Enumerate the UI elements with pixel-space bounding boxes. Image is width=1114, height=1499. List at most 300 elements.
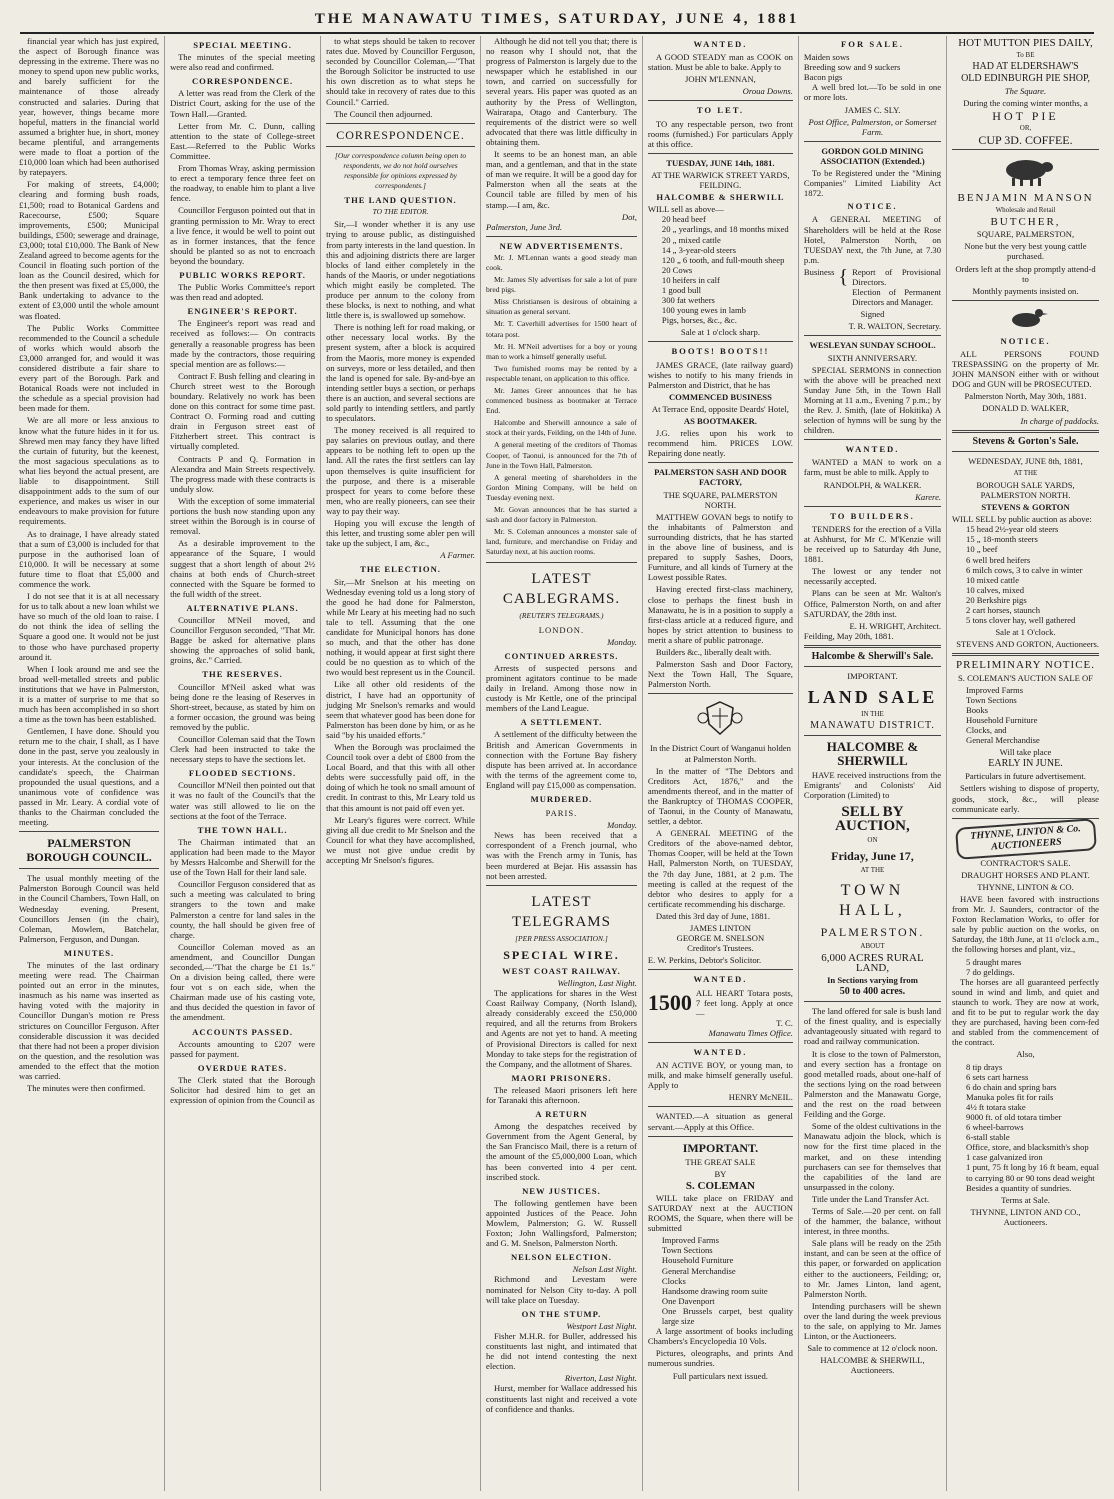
article-paragraph: The minutes of the last ordinary meeting were read. The Chairman pointed out an error in the minutes, inasmuch as his name was inserted as having voted with the majority in Councillor Dungan's motion re Press strictures on Councillor Ferguson. After considerable discussion it was decided that there had not been a proper division on the question, and the resolution was amended to the effect that the motion was carried.: [19, 959, 160, 1081]
ad-text: Settlers wishing to dispose of property, goods, stock, &c., will please communicate early.: [952, 783, 1099, 814]
ad-text: Having erected first-class machinery, close to perhaps the finest bush in Manawatu, he is in a position to supply a first-class article at a reduced figure, and hopes by strict attention to business to merit a share of public patronage.: [647, 584, 793, 645]
article-paragraph: When I look around me and see the broad well-metalled streets and public institutions that we have in Palmerston, it is a matter of surprise to me that so much has been accomplished in so short a time as the town has been established.: [19, 663, 160, 725]
sale-items-list: [952, 685, 1099, 746]
list-item: General Merchandise: [966, 735, 1040, 746]
ad-heading: PALMERSTON.: [820, 924, 925, 939]
signature: A Farmer.: [440, 550, 475, 561]
signature: Dot,: [621, 211, 637, 222]
ad-subheading: S. COLEMAN'S AUCTION SALE OF: [958, 672, 1094, 683]
subheading: [PER PRESS ASSOCIATION.]: [515, 933, 608, 943]
list-item: 15 „ 18-month steers: [966, 534, 1038, 545]
business-block: [804, 267, 941, 307]
ad-heading: OLD EDINBURGH PIE SHOP,: [961, 73, 1090, 85]
ad-text: HAVE received instructions from the Emigrants' and Colonists' Aid Corporation (Limited) to: [803, 770, 942, 801]
divider: [648, 693, 793, 694]
subheading: ON THE STUMP.: [521, 1308, 602, 1319]
subheading: WEST COAST RAILWAY.: [502, 965, 621, 976]
column-1: [14, 36, 165, 1491]
list-item: Election of Permanent Directors and Manager.: [852, 287, 942, 308]
ad-heading: SELL BY AUCTION,: [835, 803, 910, 834]
ad-heading: GORDON GOLD MINING ASSOCIATION (Extended.): [820, 145, 925, 166]
ad-text: Particulars in future advertisement.: [965, 771, 1086, 782]
list-item: 1 case galvanized iron: [966, 1152, 1043, 1163]
ad-text: Wholesale and Retail: [995, 206, 1056, 215]
list-item: 6 wheel-barrows: [966, 1122, 1024, 1133]
ad-text: Palmerston Sash and Door Factory, Next the Town Hall, The Square, Palmerston North.: [647, 659, 793, 690]
ad-text: MATTHEW GOVAN begs to notify to the inhabitants of Palmerston and surrounding districts, that he has started in the above line of business, and is prepared to supply Sashes, Doors, Furniture, and all kinds of Turnery at the Lowest possible Rates.: [647, 511, 793, 583]
article-paragraph: A settlement of the difficulty between the British and American Governments in connection with the Fortune Bay fishery dispute has been arrived at. In accordance with the terms of the agreement come to, England will pay £15,000 as compensation.: [486, 729, 637, 790]
ad-text: ON: [867, 835, 878, 844]
article-paragraph: Councillor Coleman moved as an amendment, and Councillor Dungan seconded,—"That the charge be £1 1s." On a division being called, there were four vot s on each side, when the Chairman made use of his casting vote, and thus decided the question in favor of the amendment.: [170, 941, 316, 1023]
divider: [648, 1136, 793, 1137]
ad-text: In charge of paddocks.: [1020, 415, 1099, 426]
divider: [804, 439, 941, 440]
ad-text: Sale plans will be ready on the 25th instant, and can be seen at the office of this paper, or forwarded on application either to the auctioneers, Feilding; or, to Mr. James Linton, land agent, Palmerston North.: [803, 1238, 942, 1299]
article-paragraph: As a desirable improvement to the appearance of the Square, I would suggest that a short length of about 2½ chains at both ends of Church-street connected with the Square be formed to the full width of the street.: [170, 538, 316, 599]
ad-text: TO any respectable person, two front rooms (furnished.) For particulars Apply at this office.: [647, 118, 793, 149]
list-item: Household Furniture: [661, 1255, 734, 1266]
column-6: [799, 36, 947, 1491]
divider: [486, 885, 637, 886]
subheading: CONTINUED ARRESTS.: [504, 650, 619, 661]
horses-list: [952, 957, 1099, 977]
list-item: One Brussels carpet, best quality large size: [661, 1305, 793, 1327]
ad-text: Pictures, oleographs, and prints And numerous sundries.: [647, 1348, 793, 1369]
ad-text: At Terrace End, opposite Deards' Hotel,: [651, 403, 789, 414]
ad-text: Sale at 1 O'clock.: [995, 627, 1056, 638]
subheading: NEW JUSTICES.: [522, 1185, 601, 1196]
ad-text: In the District Court of Wanganui holden at Palmerston North.: [649, 743, 791, 764]
divider: [486, 562, 637, 563]
ad-heading: Halcombe & Sherwill's Sale.: [811, 650, 934, 662]
sale-items-list: [648, 1235, 793, 1326]
ad-heading: BOOTS! BOOTS!!: [671, 346, 770, 357]
ad-heading: LAND SALE: [807, 687, 938, 708]
article-paragraph: As to drainage, I have already stated that a sum of £3,000 is included for that purpose in the authorised loan of £10,000. It will be necessary at some future time to float that £5,000 and commence the work.: [19, 528, 160, 589]
ad-heading: FOR SALE.: [841, 39, 904, 49]
ad-text: E. W. Perkins, Debtor's Solicitor.: [647, 955, 762, 966]
article-paragraph: The released Maori prisoners left here for Taranaki this afternoon.: [486, 1084, 637, 1105]
article-paragraph: Accounts amounting to £207 were passed for payment.: [170, 1038, 316, 1059]
ad-heading: HOT PIE: [992, 108, 1059, 123]
ad-heading: WESLEYAN SUNDAY SCHOOL.: [809, 340, 936, 351]
ad-text: A GOOD STEADY man as COOK on station. Must be able to bake. Apply to: [647, 52, 793, 73]
list-item: 6 well bred heifers: [966, 554, 1031, 565]
subheading: OVERDUE RATES.: [197, 1062, 288, 1073]
ad-name: HALCOMBE & SHERWILL: [656, 192, 785, 203]
dateline: Riverton, Last Night.: [564, 1373, 637, 1384]
subheading: SPECIAL MEETING.: [193, 40, 292, 50]
ad-name: RANDOLPH, & WALKER.: [823, 479, 922, 490]
ad-heading: PRELIMINARY NOTICE.: [956, 659, 1095, 672]
ad-text: The horses are all guaranteed perfectly sound in wind and limb, and quiet and staunch to work. They are now at work, and fit to be put to regular work the day they are purchased, having been corn-fed and stabled from the commencement of the contract.: [952, 976, 1099, 1048]
list-item: Improved Farms: [966, 684, 1024, 695]
list-item: Town Sections: [661, 1245, 713, 1256]
article-paragraph: Contract F. Bush felling and clearing in Church street west to the Borough boundary. Relatively no work has been done on this contract for some time past. Contract O. Forming road and cutting drain in Ferguson street east of Fitzherbert street. This contract is virtually completed.: [170, 370, 316, 452]
ad-text: It is close to the town of Palmerston, and every section has a frontage on good metalled roads, about one-half of the sections lying on the road between Palmerston and the Manawatu Gorge, and the rest on the road between Feilding and the Gorge.: [803, 1048, 942, 1120]
ad-heading: CUP 3D. COFFEE.: [978, 132, 1073, 147]
ad-heading: BUTCHER,: [990, 216, 1061, 229]
divider: [952, 451, 1099, 452]
subheading: A SETTLEMENT.: [520, 717, 603, 728]
subheading: NELSON ELECTION.: [510, 1252, 612, 1263]
ad-date: WEDNESDAY, JUNE 8th, 1881,: [968, 455, 1083, 466]
ad-text: Terms of Sale.—20 per cent. on fall of the hammer, the balance, without interest, in three months.: [803, 1205, 942, 1237]
ad-note: Mr. James Greer announces that he has commenced business as bootmaker at Terrace End.: [486, 386, 637, 416]
section-heading: SPECIAL WIRE.: [503, 947, 620, 962]
stock-list: [648, 214, 793, 325]
subheading: (REUTER'S TELEGRAMS.): [519, 610, 604, 620]
article-paragraph: Sir,—I wonder whether it is any use trying to arouse public, as distinguished from party interests in the land question. In this and adjoining districts there are larger blocks of land either completely in the hands of the Maoris, or under negotiations which might easily be completed. The produce per annum to the colony from these blocks, is next to nothing, and what little there is, is swallowed up somehow.: [326, 219, 475, 321]
article-paragraph: The minutes were then confirmed.: [27, 1083, 146, 1094]
list-item: 6 sets cart harness: [966, 1071, 1029, 1082]
ad-text: TENDERS for the erection of a Villa at Ashhurst, for Mr C. M'Kenzie will be received up to Saturday 4th June, 1881.: [803, 523, 942, 565]
list-item: 10 heifers in calf: [661, 274, 720, 285]
subheading: PUBLIC WORKS REPORT.: [179, 269, 306, 280]
divider: [648, 153, 793, 154]
ad-subheading: IMPORTANT.: [847, 670, 898, 681]
ad-text: Builders &c., liberally dealt with.: [655, 646, 772, 657]
ad-note: Halcombe and Sherwill announce a sale of stock at their yards, Feilding, on the 14th of June.: [486, 418, 637, 438]
section-heading: CORRESPONDENCE.: [336, 127, 465, 142]
list-item: One Davenport: [661, 1295, 715, 1306]
masthead-title: THE MANAWATU TIMES, SATURDAY, JUNE 4, 1881: [314, 11, 800, 27]
ad-name: THYNNE, LINTON & CO.: [977, 881, 1074, 892]
list-item: Pigs, horses, &c., &c.: [661, 315, 737, 326]
ad-heading: TOWN HALL,: [839, 881, 906, 919]
ad-text: COMMENCED BUSINESS: [668, 391, 772, 402]
subheading: ENGINEER'S REPORT.: [187, 306, 298, 317]
ad-text: THE GREAT SALE: [685, 1156, 756, 1167]
ad-text: Terms at Sale.: [1001, 1194, 1050, 1205]
divider: [952, 430, 1099, 433]
ad-text: AS BOOTMAKER.: [683, 416, 757, 426]
ad-name: HALCOMBE & SHERWILL, Auctioneers.: [820, 1355, 925, 1376]
article-paragraph: financial year which has just expired, the aspect of Borough finance was depressing in the extreme. There was no money to spend upon new public works, and barely sufficient for the maintenance of those already constructed and salaries. During that year, however, things became more hopeful, matters in the financial world assumed a brighter hue, in short, money became plentiful, and arrangements were made to float a portion of the £10,000 loan which had been authorised by ratepayers.: [19, 36, 160, 178]
ad-heading: HAD AT ELDERSHAW'S: [972, 61, 1079, 73]
ad-heading: Stevens & Gorton's Sale.: [972, 435, 1079, 447]
ad-note: Mr. H. M'Neil advertises for a boy or young man to work a himself generally useful.: [486, 341, 637, 361]
ad-number: 1500: [647, 989, 692, 1015]
ad-text: Dated this 3rd day of June, 1881.: [655, 910, 771, 921]
list-item: General Merchandise: [661, 1265, 736, 1276]
list-item: 20 „ mixed cattle: [661, 234, 721, 245]
article-paragraph: Councillor Ferguson considered that as such a meeting was calculated to bring strangers to the town and make Palmerston a centre for land sales in the county, the hall should be given free of charge.: [170, 879, 316, 940]
column-7: [947, 36, 1104, 1491]
divider: [19, 831, 159, 832]
divider: [804, 141, 941, 142]
list-item: Besides a quantity of sundries.: [966, 1182, 1072, 1193]
list-item: 6-stall stable: [966, 1132, 1010, 1143]
divider: [648, 341, 793, 342]
columns: [14, 36, 1104, 1491]
ad-text: WANTED a MAN to work on a farm, must be able to milk. Apply to: [803, 457, 942, 478]
list-item: 120 „ 6 tooth, and full-mouth sheep: [661, 254, 785, 265]
article-paragraph: The Chairman intimated that an application had been made to the Mayor by Messrs Halcombe and Sherwill for the use of the Town Hall for their land sale.: [170, 836, 316, 878]
ad-heading: NOTICE.: [847, 201, 898, 212]
ad-text: Intending purchasers will be shewn over the land during the week previous to the sale, on applying to Mr. James Linton, or the Auctioneers.: [803, 1300, 942, 1342]
divider: [804, 335, 941, 336]
subheading: A RETURN: [535, 1109, 588, 1120]
list-item: 10 „ beef: [966, 544, 998, 555]
ad-text: Sale to commence at 12 o'clock noon.: [807, 1343, 938, 1354]
article-paragraph: We are all more or less anxious to know what the future hides in it for us. Shrewd men may fancy they have lifted the curtain of futurity, but the keenest, the most sagacious speculations as to what lies beyond the actual present, are liable to disappointment. Still disappointment adds to the sum of our experience, and makes us wiser in our endeavours to make provision for future requirements.: [19, 415, 160, 527]
ad-text: A well bred lot.—To be sold in one or more lots.: [803, 82, 942, 103]
list-item: Office, store, and blacksmith's shop: [966, 1142, 1089, 1153]
divider: [486, 236, 637, 237]
ad-heading: EARLY IN JUNE.: [988, 758, 1063, 770]
column-3: [321, 36, 481, 1491]
dateline: PARIS.: [545, 808, 578, 819]
article-paragraph: News has been received that a correspondent of a French journal, who was with the French army in Tunis, has been murdered at Bejar. His assassin has not been arrested.: [486, 830, 637, 881]
article-paragraph: Councillor Ferguson pointed out that in granting permission to Mr. Wray to erect a live fence, it would be well to point out as in former instances, that the fence should be planted so as not to encroach beyond the boundary.: [170, 205, 316, 266]
ad-place: Oroua Downs.: [742, 86, 793, 97]
divider: [804, 645, 941, 648]
subheading: CORRESPONDENCE.: [191, 76, 294, 87]
ad-text: Also,: [1016, 1049, 1035, 1060]
divider: [804, 506, 941, 507]
ad-place: BOROUGH SALE YARDS, PALMERSTON NORTH.: [976, 479, 1075, 500]
ad-note: Mr. S. Coleman announces a monster sale of land, furniture, and merchandise on Friday and Saturday next, at his auction rooms.: [486, 527, 637, 557]
dateline: LONDON.: [538, 624, 585, 635]
ad-heading: TO BUILDERS.: [830, 510, 915, 521]
section-heading: LATEST CABLEGRAMS.: [502, 570, 621, 607]
ad-text: AT THE: [860, 865, 885, 874]
ad-name: STEVENS AND GORTON, Auctioneers.: [956, 639, 1099, 650]
subheading: MURDERED.: [530, 794, 593, 804]
subheading: NEW ADVERTISEMENTS.: [499, 240, 624, 251]
article-paragraph: Richmond and Levestam were nominated for Nelson City to-day. A poll will take place on Tuesday.: [486, 1274, 637, 1305]
ad-name: THYNNE, LINTON AND CO., Auctioneers.: [970, 1206, 1081, 1227]
ad-text: Breeding sow and 9 suckers: [803, 62, 901, 73]
subheading: THE LAND QUESTION.: [344, 195, 457, 206]
ad-text: WILL sell as above—: [647, 204, 724, 215]
ad-note: Mr. T. Caverhill advertises for 1500 heart of totara post.: [486, 319, 637, 339]
ad-note: Mr. James Sly advertises for sale a lot of pure bred pigs.: [486, 275, 637, 295]
list-item: 20 „ yearlings, and 18 months mixed: [661, 224, 789, 235]
article-paragraph: The Engineer's report was read and received as follows:— On contracts generally a reasonable progress has been made by the contractors, those requiring special mention are as follows:—: [170, 318, 316, 369]
ad-text: To BE: [1016, 51, 1035, 60]
ad-text: J.G. relies upon his work to recommend him. PRICES LOW. Repairing done neatly.: [647, 428, 793, 459]
ad-heading: WANTED.: [693, 39, 748, 49]
article-paragraph: Hurst, member for Wallace addressed his constituents last night and received a vote of confidence and thanks.: [486, 1383, 637, 1414]
ad-date: Palmerston North, May 30th, 1881.: [964, 391, 1087, 402]
divider: [952, 653, 1099, 656]
article-paragraph: Hoping you will excuse the length of this letter, and trusting some abler pen will take up the subject, I am, &c.,: [326, 518, 475, 549]
business-list: [852, 267, 941, 307]
list-item: 14 „ 3-year-old steers: [661, 244, 736, 255]
article-paragraph: The Public Works Committee recommended to the Council a schedule of works which would absorb the £3,000 arranged for, and would it was considered distribute a fair share to every part of the Borough. Park and Botanical Roads were not included in the schedule as a special provision had been made for them.: [19, 322, 160, 414]
dateline: Westport Last Night.: [566, 1320, 637, 1331]
article-paragraph: The Council then adjourned.: [334, 108, 433, 119]
subheading: THE RESERVES.: [202, 669, 283, 680]
ad-text: Signed: [860, 309, 885, 320]
ad-text: OR,: [1019, 123, 1032, 132]
ad-text: Some of the oldest cultivations in the Manawatu adjoin the block, which is now for the first time placed in the market, and on these intending purchasers can see for themselves that the capabilities of the land are unsurpassed in the colony.: [803, 1121, 942, 1192]
ad-heading: HOT MUTTON PIES DAILY,: [958, 37, 1093, 49]
ad-text: During the coming winter months, a: [963, 98, 1088, 109]
ad-name: S. COLEMAN: [685, 1179, 755, 1192]
ad-text: JAMES GRACE, (late railway guard) wishes to notify to his many friends in Palmerston and District, that he has: [647, 359, 793, 390]
ad-text: WILL take place on FRIDAY and SATURDAY next at the AUCTION ROOMS, the Square, when there will be submitted: [647, 1192, 793, 1234]
divider: [326, 123, 475, 124]
ad-heading: DRAUGHT HORSES AND PLANT.: [961, 869, 1090, 880]
divider: [648, 969, 793, 970]
article-paragraph: The minutes of the special meeting were also read and confirmed.: [170, 52, 316, 73]
ad-heading: MANAWATU DISTRICT.: [810, 720, 935, 732]
article-paragraph: Councillor M'Neil asked what was being done re the leasing of Reserves in Short-street, because, as stated by him on a former occasion, the ground was being removed by the public.: [170, 681, 316, 732]
ad-text: Plans can be seen at Mr. Walton's Office, Palmerston North, on and after SATURDAY, the 28th inst.: [803, 588, 942, 619]
ad-note: Mr. J. M'Lennan wants a good steady man cook.: [486, 252, 637, 272]
ad-heading: WANTED.: [845, 444, 900, 455]
list-item: Books: [966, 704, 988, 715]
list-item: 300 fat wethers: [661, 295, 715, 306]
article-paragraph: Councillor Coleman said that the Town Clerk had been instructed to take the necessary steps to have the sections let.: [170, 734, 316, 765]
ad-text: The land offered for sale is bush land of the finest quality, and is especially advantageously situated with regard to road and railway communication.: [803, 1006, 942, 1047]
article-paragraph: With the exception of some immaterial portions the bush now standing upon any street within the Borough is in course of removal.: [170, 495, 316, 537]
column-5: [643, 36, 799, 1491]
ad-text: Monthly payments insisted on.: [972, 285, 1079, 296]
ad-place: THE SQUARE, PALMERSTON NORTH.: [663, 489, 778, 510]
ad-text: ALL HEART Totara posts, 7 feet long. Apply at once—: [695, 987, 793, 1018]
subheading: THE TOWN HALL.: [197, 824, 288, 835]
list-item: 1 good bull: [661, 284, 702, 295]
divider: [648, 1042, 793, 1043]
list-item: 6 milch cows, 3 to calve in winter: [966, 564, 1083, 575]
ad-text: WANTED.—A situation as general servant.—Apply at this Office.: [647, 1111, 793, 1132]
list-item: Handsome drawing room suite: [661, 1285, 768, 1296]
article-paragraph: Fisher M.H.R. for Buller, addressed his constituents last night, and intimated that he did not intend contesting the next election.: [486, 1330, 637, 1372]
list-item: 5 tons clover hay, well gathered: [966, 615, 1076, 626]
brace-icon: {: [838, 265, 849, 288]
ad-text: Title under the Land Transfer Act.: [811, 1193, 930, 1204]
ad-note: A general meeting of the creditors of Thomas Cooper, of Taonui, is announced for the 7th of June in the Town Hall, Palmerston.: [486, 440, 637, 470]
list-item: Clocks, and: [966, 724, 1007, 735]
sheep-icon: [952, 154, 1099, 190]
article-paragraph: to what steps should be taken to recover rates due. Moved by Councillor Ferguson, seconded by Councillor Coleman,—"That the Borough Solicitor be instructed to use his own discretion as to what steps he should take in recovery of rates due to this Council." Carried.: [326, 36, 475, 107]
ad-heading: CONTRACTOR'S SALE.: [980, 857, 1071, 868]
dateline: Palmerston, June 3rd.: [486, 221, 563, 232]
article-paragraph: Letter from Mr. C. Dunn, calling attention to the state of College-street East.—Referred to the Public Works Committee.: [170, 120, 316, 161]
ad-text: AT THE: [1013, 468, 1038, 477]
list-item: Report of Provisional Directors.: [852, 266, 942, 287]
column-2: [165, 36, 321, 1491]
ad-place: AT THE WARWICK STREET YARDS, FEILDING.: [651, 169, 790, 191]
dateline: Monday.: [607, 636, 637, 647]
list-item: 1 punt, 75 ft long by 16 ft beam, equal to carrying 80 or 90 tons dead weight: [966, 1162, 1099, 1183]
ad-heading: WANTED.: [693, 974, 748, 985]
ad-text: AN ACTIVE BOY, or young man, to milk, and make himself generally useful. Apply to: [647, 1060, 793, 1091]
ad-name: JAMES LINTON GEORGE M. SNELSON Creditor's Trustees.: [676, 923, 765, 954]
ad-text: HAVE been favored with instructions from Mr. J. Saunders, contractor of the Foxton Reclamation Works, to offer for sale by public auction on the works, on Saturday, the 18th June, at 11 o'clock a.m., the following horses and plant, viz.,: [952, 894, 1099, 955]
ad-text: A GENERAL MEETING of Shareholders will be held at the Rose Hotel, Palmerston North, on TUESDAY next, the 7th June, at 7.30 p.m.: [803, 214, 942, 265]
ad-text: 50 to 400 acres.: [839, 986, 906, 998]
list-item: Town Sections: [966, 694, 1017, 705]
ad-text: The lowest or any tender not necessarily accepted.: [803, 566, 942, 587]
subheading: ALTERNATIVE PLANS.: [186, 602, 299, 613]
plant-list: [952, 1062, 1099, 1193]
list-item: 20 Cows: [661, 264, 693, 275]
article-paragraph: The Public Works Committee's report was then read and adopted.: [170, 282, 316, 303]
article-paragraph: There is nothing left for road making, or other necessary local works. By the present system, after a block is acquired from the Maoris, more money is expended on surveys, more or less detailed, and then the land is opened for sale. By-and-bye an intending settler buys a section, or perhaps there is an auction, and several sections are sold partly to intending settlers, and partly to speculators.: [326, 322, 475, 424]
auctioneers-logo: THYNNE, LINTON & Co. AUCTIONEERS: [955, 818, 1097, 860]
ad-heading: HALCOMBE & SHERWILL: [826, 739, 919, 769]
list-item: 10 mixed cattle: [966, 574, 1020, 585]
section-heading: PALMERSTON BOROUGH COUNCIL.: [26, 836, 152, 865]
column-4: [481, 36, 643, 1491]
ad-text: Bacon pigs: [803, 72, 843, 83]
ad-name: STEVENS & GORTON: [981, 502, 1070, 513]
list-item: 10 calves, mixed: [966, 584, 1025, 595]
ad-text: None but the very best young cattle purchased.: [964, 241, 1087, 262]
subheading: TO THE EDITOR.: [372, 207, 429, 217]
ad-date: TUESDAY, JUNE 14th, 1881.: [666, 157, 775, 168]
ad-text: ALL PERSONS FOUND TRESPASSING on the property of Mr. JOHN MANSON either with or without DOG and GUN will be PROSECUTED.: [952, 348, 1099, 390]
article-paragraph: The money received is all required to pay salaries on previous outlay, and there appears to be nothing left to open up the land. All the rates the first settlers can lay upon themselves is quite insufficient for the purpose, and there is a miserable prospect for years to come before these men, who are really pioneers, can see their way to pay their way.: [326, 425, 475, 516]
ad-name: DONALD D. WALKER,: [982, 403, 1069, 414]
ad-text: In the matter of "The Debtors and Creditors Act, 1876," and the amendments thereof, and in the matter of the Bankruptcy of THOMAS COOPER, of Taonui, in the County of Manawatu, settler, a debtor.: [647, 765, 793, 827]
article-paragraph: Mr Leary's figures were correct. While giving all due credit to Mr Snelson and the Council for what they have accomplished, we must not give undue credit by accepting Mr Snelson's figures.: [326, 814, 475, 866]
list-item: 5 draught mares: [966, 956, 1022, 967]
divider: [804, 666, 941, 667]
article-paragraph: Arrests of suspected persons and prominent agitators continue to be made daily in Ireland. Among those now in custody is Mr Kettle, one of the principal members of the Land League.: [486, 662, 637, 714]
ad-text: In Sections varying from: [827, 975, 918, 985]
stock-list: [952, 524, 1099, 625]
ad-name: JAMES C. SLY.: [844, 104, 901, 115]
ad-place: Manawatu Times Office.: [708, 1027, 793, 1038]
ad-text: Orders left at the shop promptly attend-d to: [955, 263, 1096, 284]
list-item: 2 cart horses, staunch: [966, 605, 1041, 616]
ad-name: JOHN M'LENNAN,: [685, 74, 756, 85]
ad-place: SQUARE, PALMERSTON,: [976, 229, 1075, 240]
article-paragraph: Among the despatches received by Government from the Agent General, by the San Francisco Mail, there is a return of the amount of the £5,000,000 Loan, which has been converted into 4 per cent. inscribed stock.: [486, 1121, 637, 1182]
ad-subheading: SIXTH ANNIVERSARY.: [827, 352, 918, 363]
list-item: 6 do chain and spring bars: [966, 1081, 1057, 1092]
divider: [326, 146, 475, 147]
ad-note: Miss Christiansen is desirous of obtaining a situation as general servant.: [486, 297, 637, 317]
article-paragraph: Like all other old residents of the district, I have had an opportunity of judging Mr Snelson's remarks and would seem that whatever good has been done for Palmerston has been done by him, or as he said "by his unaided efforts.": [326, 679, 475, 740]
ad-text: ABOUT: [860, 941, 885, 950]
article-paragraph: The usual monthly meeting of the Palmerston Borough Council was held in the Council Chambers, Town Hall, on Wednesday evening. Present, Councillors Jensen (in the chair), Coleman, Mowlem, Batchelar, Palmerson, Ferguson, and Dungan.: [19, 873, 160, 944]
article-paragraph: Although he did not tell you that; there is no reason why I should not, that the progress of Palmerston is largely due to the newspaper which he established in our town, and carried on successfully for several years. His paper was quoted as an authority by the Press of Wellington, Wairarapa, Otago and Canterbury. The requirements of the district were so well advocated that there was little difficulty in obtaining them.: [486, 36, 637, 147]
list-item: Clocks: [661, 1275, 686, 1286]
ad-text: A large assortment of books including Chambers's Encyclopedia 10 Vols.: [647, 1326, 793, 1347]
article-paragraph: It seems to be an honest man, an able man, and a gentleman, and that in the state of man we require. It will be a good day for Palmerston when all the seats at the Council table are filled by men of his stamp.—I am, &c.: [486, 149, 637, 210]
article-paragraph: When the Borough was proclaimed the Council took over a debt of £800 from the Local Board, and that this with all other debts were successfully paid off, in the doing of which he took no small amount of credit. In contrast to this, Mr Leary told us that this amount is not paid off even yet.: [326, 742, 475, 813]
ad-text: BY: [714, 1168, 727, 1179]
article-paragraph: Councillor M'Neil then pointed out that it was no fault of the Council's that the water was still allowed to lie on the sections at the foot of the Terrace.: [170, 780, 316, 821]
list-item: 100 young ewes in lamb: [661, 305, 746, 316]
divider: [648, 100, 793, 101]
divider: [19, 868, 159, 869]
ad-name: E. H. WRIGHT, Architect.: [849, 620, 942, 631]
masthead: [20, 6, 1094, 34]
ad-text: Full particulars next issued.: [672, 1370, 768, 1381]
dateline: Nelson Last Night.: [572, 1264, 637, 1275]
subheading: ACCOUNTS PASSED.: [192, 1026, 293, 1037]
ad-text: A GENERAL MEETING of the Creditors of the above-named debtor, Thomas Cooper, will be held at the Town Hall, Palmerston North, on TUESDAY, the 7th day June, 1881, at 2 p.m. The meeting is called at the request of the debtor who desires to apply for a certificate recommending his discharge.: [647, 828, 793, 909]
ad-heading: WANTED.: [693, 1046, 748, 1057]
ad-text: To be Registered under the "Mining Companies" Limited Liability Act 1872.: [803, 168, 942, 199]
editorial-note: [Our correspondence column being open to respondents, we do not hold ourselves responsible for opinions expressed by correspondents.]: [334, 150, 467, 191]
article-paragraph: From Thomas Wray, asking permission to erect a temporary fence three feet on the roadway, to enable him to plant a live fence.: [170, 163, 316, 204]
article-paragraph: The Clerk stated that the Borough Solicitor had desired him to get an expression of opinion from the Council as: [170, 1074, 316, 1106]
list-item: 7 do geldings.: [966, 966, 1015, 977]
article-paragraph: I do not see that it is at all necessary for us to talk about a new loan whilst we have so much of the old loan to raise. I do not think the idea of selling the Square a good one. It would not be just to those who have purchased property around it.: [19, 591, 160, 662]
new-ads-list: [486, 253, 637, 558]
divider: [804, 735, 941, 736]
ad-heading: IMPORTANT.: [682, 1140, 759, 1155]
